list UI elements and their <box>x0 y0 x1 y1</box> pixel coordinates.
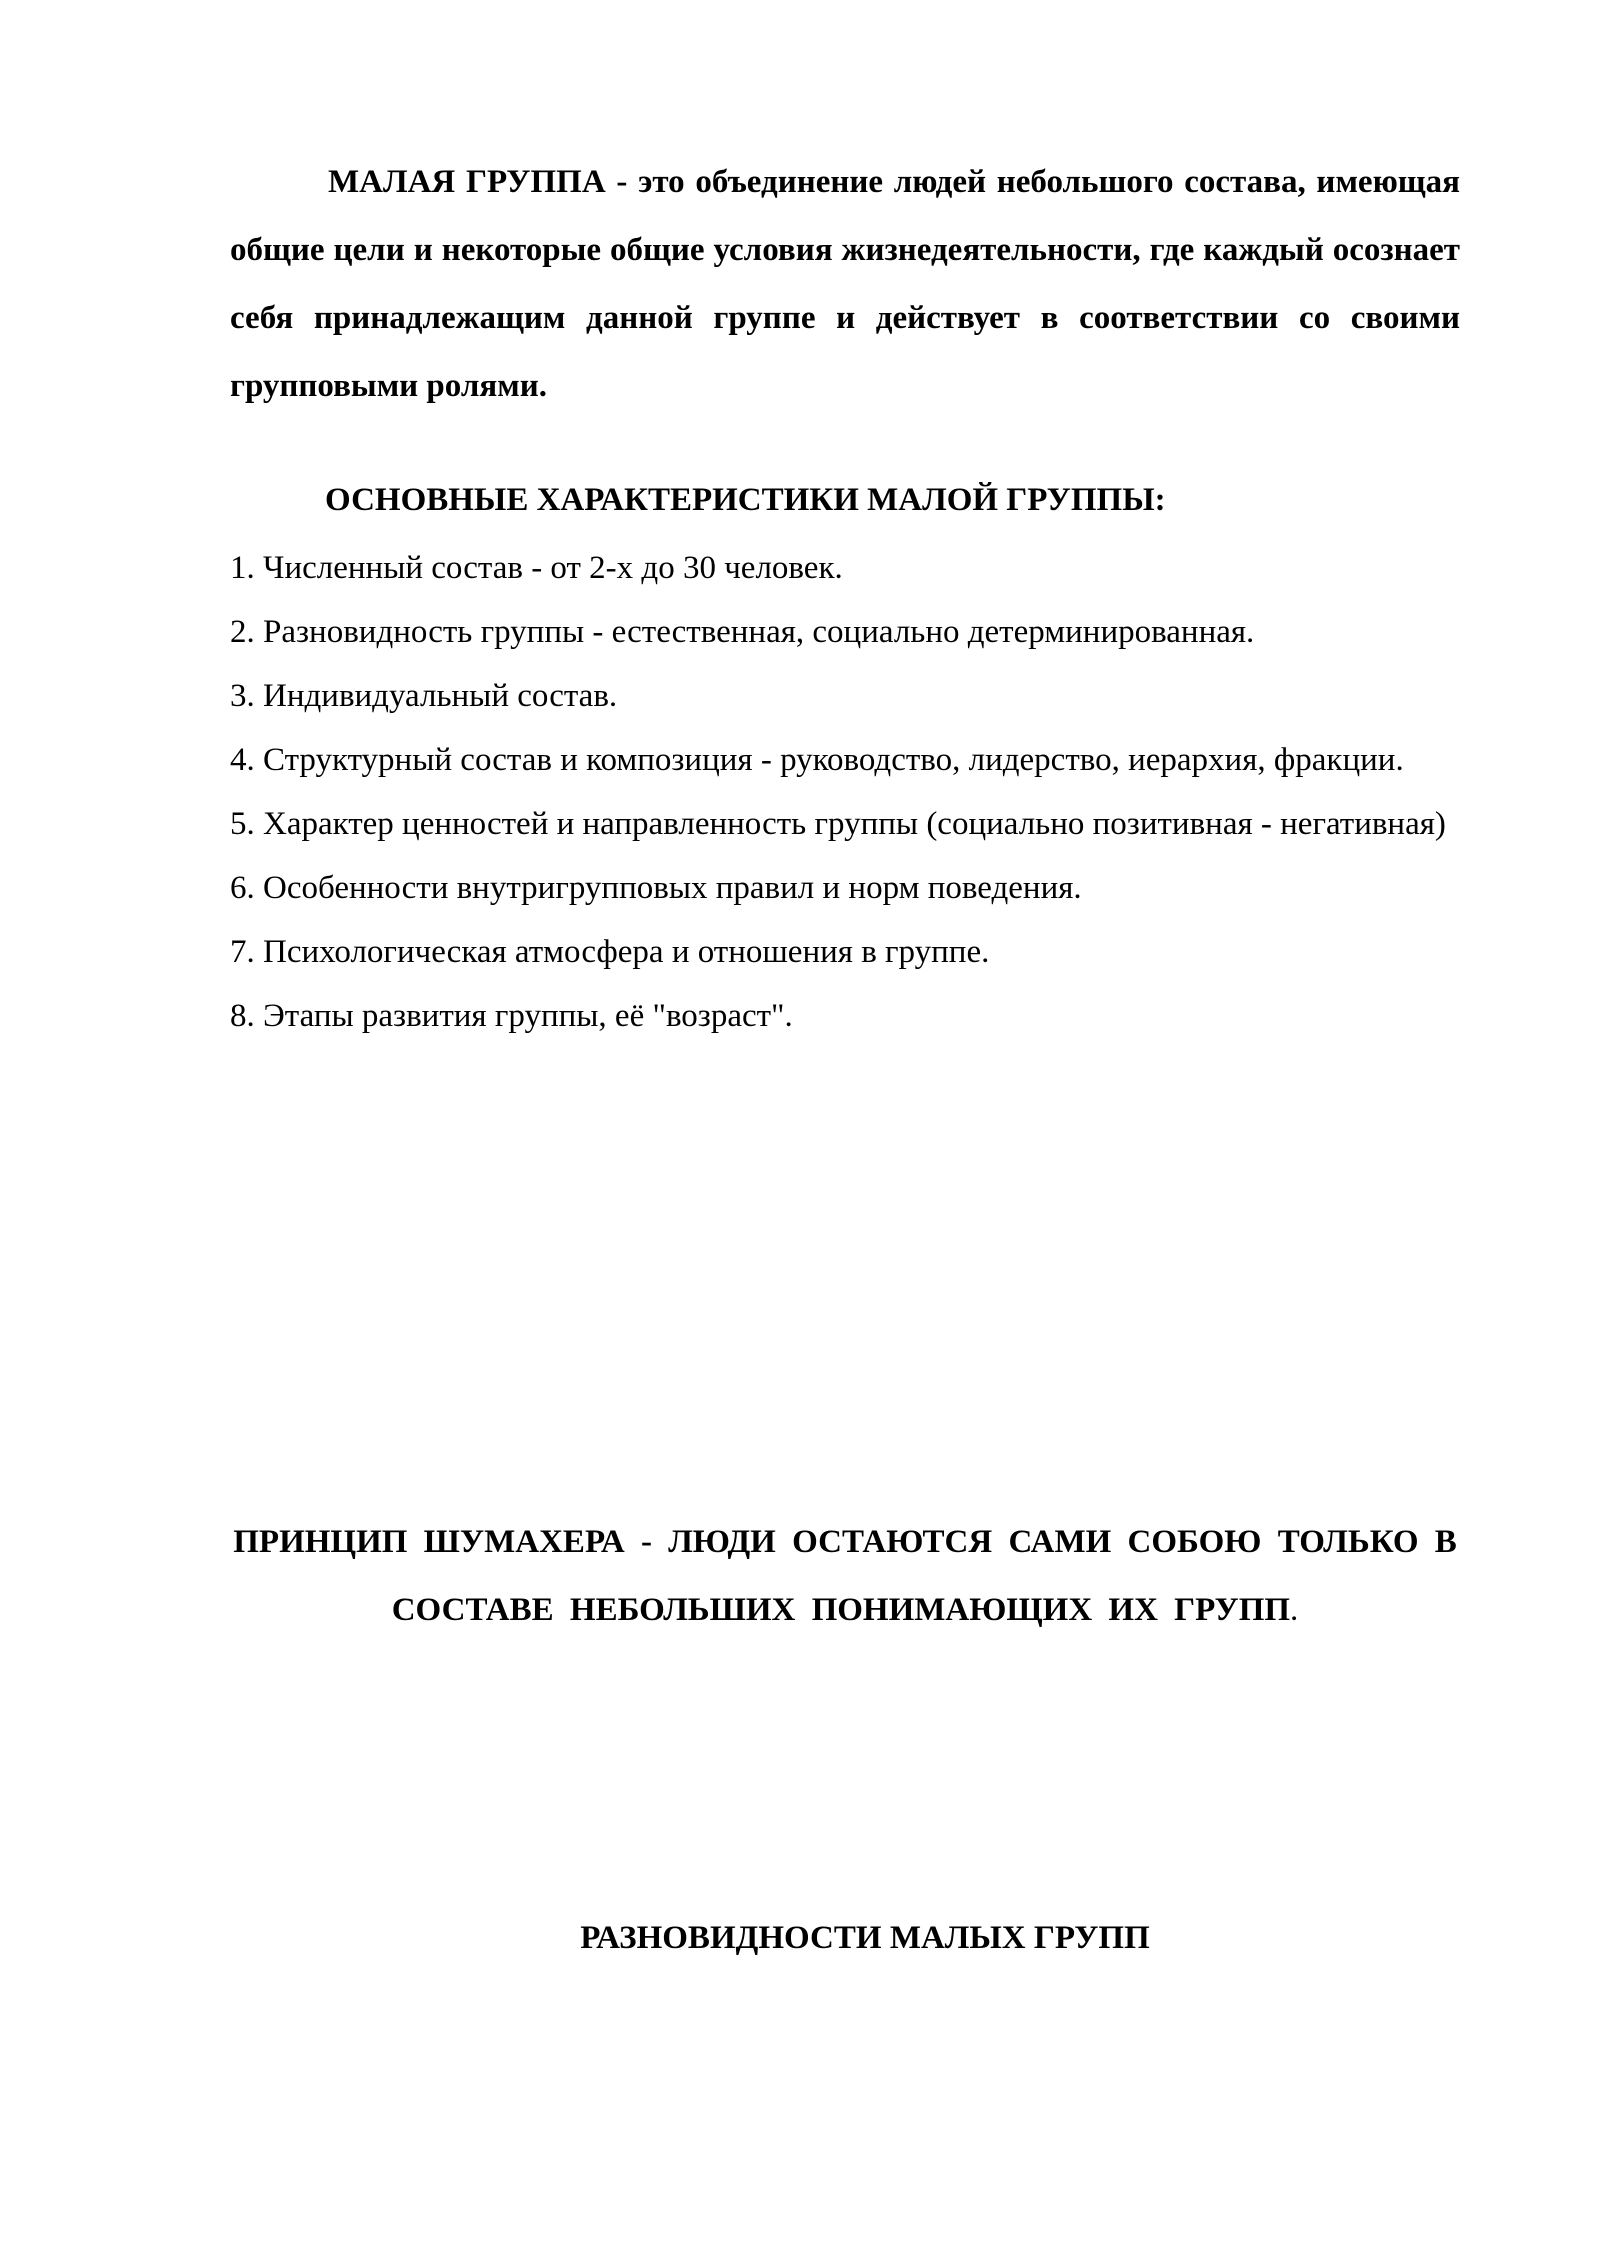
definition-term: МАЛАЯ ГРУППА <box>328 164 606 200</box>
list-item: 3. Индивидуальный состав. <box>230 678 618 714</box>
list-item: 4. Структурный состав и композиция - руководство, лидерство, иерархия, фракции. <box>230 742 1404 778</box>
list-item: 5. Характер ценностей и направленность группы (социально позитивная - негативная) <box>230 806 1446 842</box>
schumacher-principle <box>230 1508 1460 1644</box>
list-item: 8. Этапы развития группы, её "возраст". <box>230 998 793 1034</box>
list-item: 6. Особенности внутригрупповых правил и норм поведения. <box>230 870 1082 906</box>
characteristics-heading: ОСНОВНЫЕ ХАРАКТЕРИСТИКИ МАЛОЙ ГРУППЫ: <box>325 482 1166 518</box>
principle-end: . <box>1290 1592 1299 1628</box>
principle-text: ПРИНЦИП ШУМАХЕРА - ЛЮДИ ОСТАЮТСЯ САМИ СОБОЮ ТОЛЬКО В СОСТАВЕ НЕБОЛЬШИХ ПОНИМАЮЩИХ ИХ ГРУПП <box>233 1524 1457 1628</box>
list-item: 7. Психологическая атмосфера и отношения в группе. <box>230 934 990 970</box>
types-heading: РАЗНОВИДНОСТИ МАЛЫХ ГРУПП <box>580 1920 1150 1956</box>
definition-text: - это объединение людей небольшого состава, имеющая общие цели и некоторые общие условия жизнедеятельности, где каждый осознает себя принадлежащим данной группе и действует в соответствии со своими групповыми ролями. <box>230 164 1460 404</box>
list-item: 2. Разновидность группы - естественная, социально детерминированная. <box>230 614 1255 650</box>
characteristics-list <box>230 536 1460 1048</box>
definition-paragraph <box>230 148 1460 420</box>
list-item: 1. Численный состав - от 2-х до 30 человек. <box>230 550 843 586</box>
